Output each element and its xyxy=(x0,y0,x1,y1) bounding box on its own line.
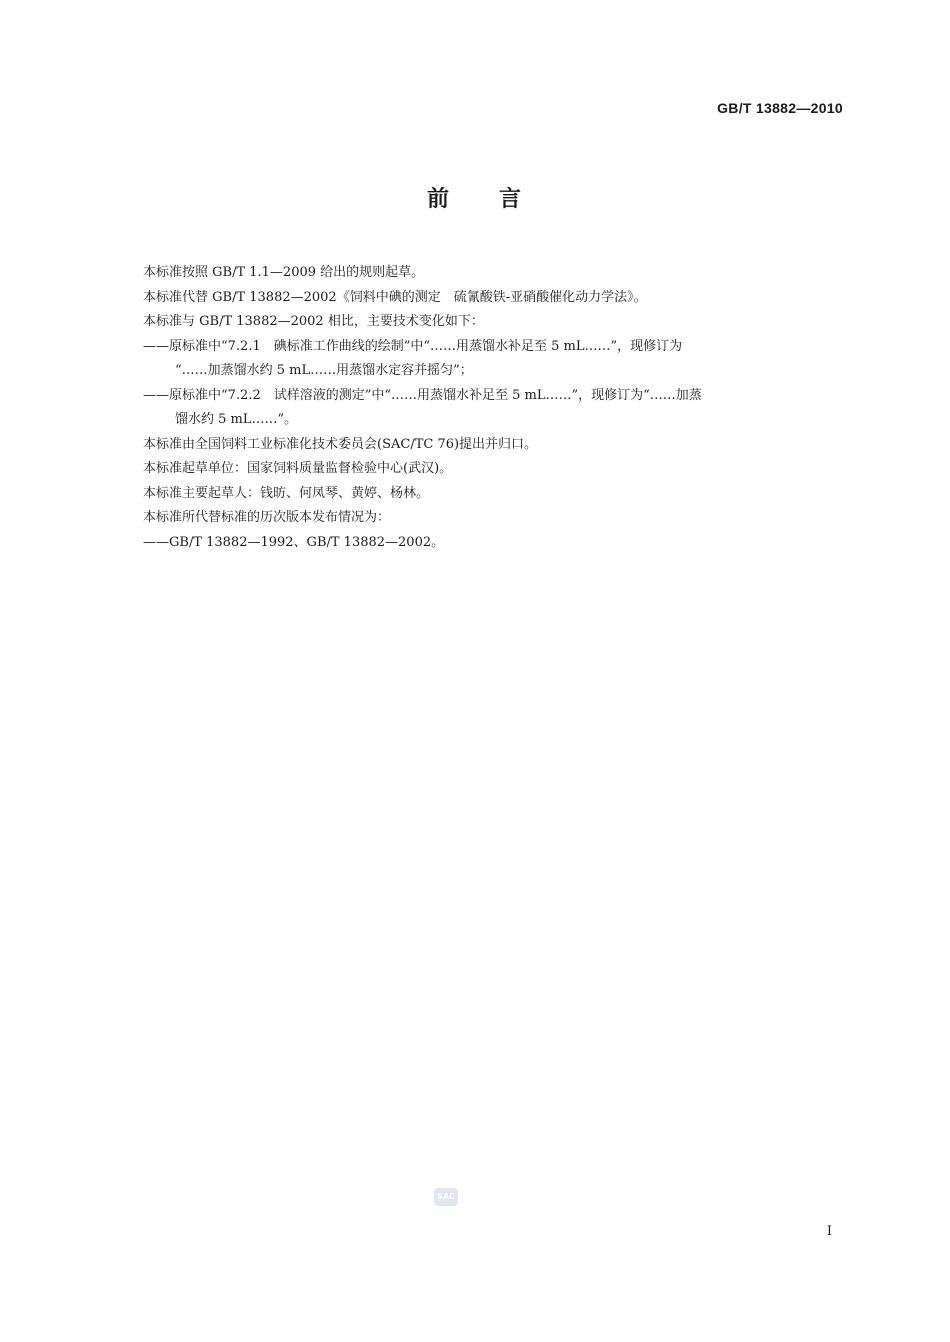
paragraph-drafters: 本标准主要起草人：钱昉、何凤琴、黄婷、杨林。 xyxy=(143,485,430,501)
list-item-change-2-cont: 馏水约 5 mL……”。 xyxy=(175,412,298,427)
standard-code: GB/T 13882—2010 xyxy=(717,100,843,116)
list-item-change-2: ——原标准中“7.2.2 试样溶液的测定”中“……用蒸馏水补足至 5 mL……”，现修订为“……加蒸 xyxy=(143,387,702,403)
paragraph-history-intro: 本标准所代替标准的历次版本发布情况为： xyxy=(143,510,391,525)
page-title: 前 言 xyxy=(426,187,523,212)
list-item-change-1: ——原标准中“7.2.1 碘标准工作曲线的绘制”中“……用蒸馏水补足至 5 mL……”，现修订为 xyxy=(143,338,683,354)
list-item-history: ——GB/T 13882—1992、GB/T 13882—2002。 xyxy=(143,534,445,550)
page-number: I xyxy=(826,1224,832,1239)
paragraph-proposed-by: 本标准由全国饲料工业标准化技术委员会(SAC/TC 76)提出并归口。 xyxy=(143,436,538,452)
document-body xyxy=(143,261,845,555)
paragraph-drafting-unit: 本标准起草单位：国家饲料质量监督检验中心(武汉)。 xyxy=(143,461,453,476)
sac-logo-icon: SAC xyxy=(434,1188,458,1206)
paragraph-drafting-rules: 本标准按照 GB/T 1.1—2009 给出的规则起草。 xyxy=(143,265,425,280)
paragraph-changes-intro: 本标准与 GB/T 13882—2002 相比，主要技术变化如下： xyxy=(143,314,484,329)
list-item-change-1-cont: “……加蒸馏水约 5 mL……用蒸馏水定容并摇匀”； xyxy=(175,363,473,378)
paragraph-replaces: 本标准代替 GB/T 13882—2002《饲料中碘的测定 硫氰酸铁-亚硝酸催化动力学法》。 xyxy=(143,289,647,305)
